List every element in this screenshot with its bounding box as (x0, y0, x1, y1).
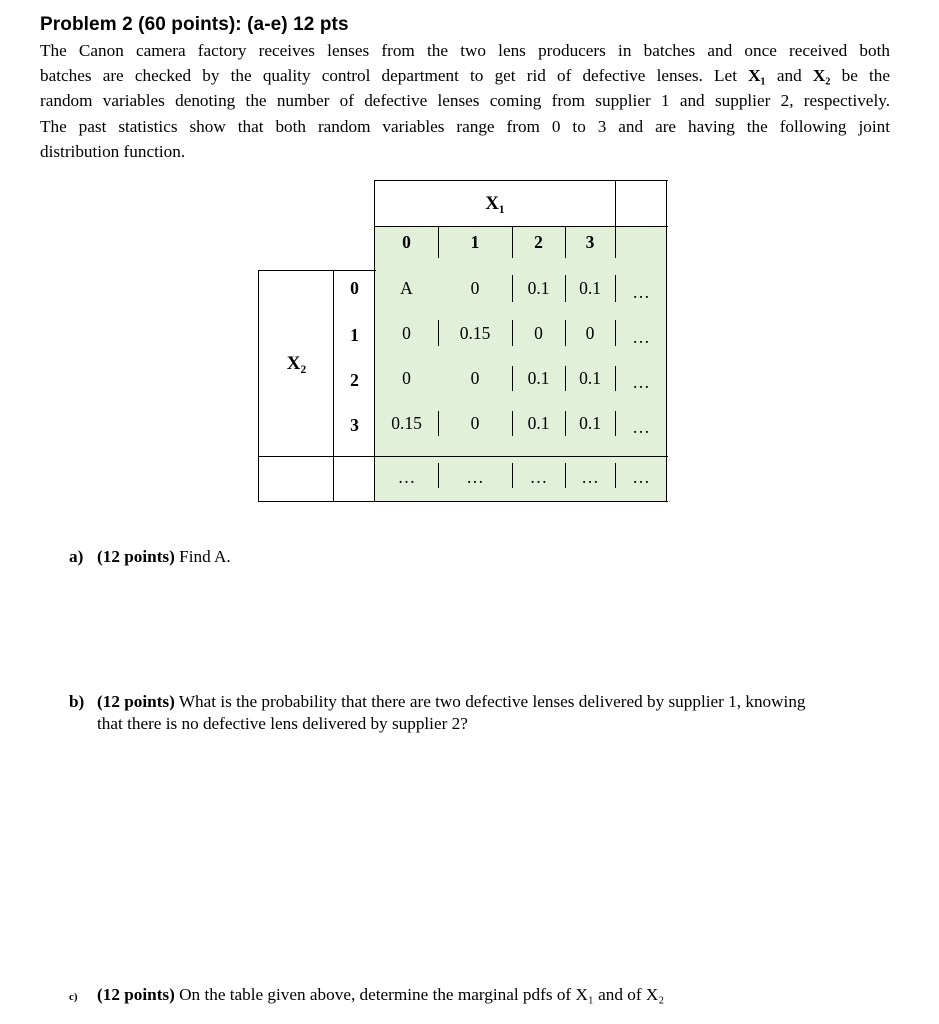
question-b-text-2: that there is no defective lens delivered by supplier 2? (97, 714, 468, 733)
grid-line (438, 226, 439, 258)
cell-r1-c4: … (632, 326, 650, 347)
grid-line (512, 226, 513, 258)
cell-r2-c2: 0.1 (527, 368, 550, 388)
x2-value-0: 0 (350, 278, 359, 298)
grid-line (615, 180, 616, 226)
grid-line (565, 366, 566, 391)
grid-line (512, 275, 513, 302)
grid-line (512, 320, 513, 346)
cell-r4-c2: … (529, 466, 548, 487)
cell-r1-c0: 0 (402, 322, 411, 343)
question-b-label: b) (69, 692, 85, 711)
cell-r3-c4: … (632, 417, 650, 437)
cell-r0-c4: … (632, 282, 650, 302)
x2-value-2: 2 (350, 370, 359, 390)
grid-line (615, 226, 616, 258)
x1-value-3: 3 (585, 231, 595, 252)
grid-line (438, 320, 439, 346)
intro-line-2: batches are checked by the quality control department to get rid of defective lenses. Let X₁ and X₂ be the (40, 66, 890, 86)
grid-line (258, 501, 668, 502)
cell-r1-c2: 0 (534, 322, 543, 343)
grid-line (438, 463, 439, 488)
grid-line (565, 275, 566, 302)
grid-line (615, 411, 616, 436)
grid-line (333, 270, 334, 502)
problem-intro (40, 38, 890, 164)
intro-line-3: random variables denoting the number of defective lenses coming from supplier 1 and supplier 2, respectively. (40, 91, 890, 111)
cell-r4-c0: … (397, 466, 416, 487)
intro-line-5: distribution function. (40, 141, 186, 161)
x2-value-3: 3 (350, 415, 359, 435)
grid-line (565, 411, 566, 436)
grid-line (512, 463, 513, 488)
grid-line (258, 270, 259, 502)
grid-line (438, 411, 439, 436)
question-c-text: On the table given above, determine the marginal pdfs of X₁ and of X₂ (174, 985, 665, 1004)
cell-r2-c3: 0.1 (579, 368, 601, 388)
grid-line (565, 226, 566, 258)
cell-r4-c3: … (581, 466, 599, 487)
grid-line (512, 366, 513, 391)
grid-line (565, 320, 566, 346)
grid-line (374, 180, 375, 502)
question-c-points: (12 points) (97, 985, 175, 1004)
cell-r4-c4: … (632, 466, 650, 487)
question-a (69, 546, 231, 568)
cell-r3-c3: 0.1 (579, 413, 601, 433)
grid-line (615, 366, 616, 391)
grid-line (565, 463, 566, 488)
grid-line (512, 411, 513, 436)
cell-r0-c2: 0.1 (527, 278, 550, 298)
cell-r3-c0: 0.15 (391, 413, 422, 433)
cell-r4-c1: … (466, 466, 484, 487)
grid-line (374, 180, 668, 181)
cell-r3-c2: 0.1 (527, 413, 550, 433)
cell-r3-c1: 0 (470, 413, 480, 433)
cell-r0-c1: 0 (470, 278, 480, 298)
x1-value-1: 1 (470, 231, 480, 252)
intro-line-4: The past statistics show that both random variables range from 0 to 3 and are having the following joint (40, 116, 890, 136)
cell-r0-c3: 0.1 (579, 278, 601, 298)
cell-r2-c0: 0 (402, 368, 411, 388)
x2-header: X₂ (286, 353, 307, 374)
grid-line (374, 226, 668, 227)
question-c-label: c) (69, 991, 78, 1003)
x1-value-2: 2 (534, 231, 543, 252)
intro-line-1: The Canon camera factory receives lenses from the two lens producers in batches and once received both (40, 41, 890, 60)
grid-line (258, 456, 668, 457)
x1-header: X₁ (485, 192, 505, 214)
x2-value-1: 1 (350, 324, 359, 345)
problem-title: Problem 2 (60 points): (a-e) 12 pts (40, 14, 349, 35)
question-a-text: Find A. (174, 547, 231, 566)
grid-line (615, 463, 616, 488)
question-b-points: (12 points) (97, 692, 175, 711)
grid-line (666, 180, 667, 502)
grid-line (615, 320, 616, 346)
question-a-points: (12 points) (97, 547, 175, 566)
question-b-text-1: What is the probability that there are two defective lenses delivered by supplier 1, knowing (174, 692, 806, 711)
question-b (69, 691, 899, 735)
grid-line (615, 275, 616, 302)
question-a-label: a) (69, 547, 84, 566)
cell-r2-c1: 0 (470, 368, 480, 388)
cell-r2-c4: … (632, 372, 650, 392)
cell-r0-c0: A (400, 278, 413, 298)
grid-line (258, 270, 376, 271)
cell-r1-c1: 0.15 (459, 322, 491, 343)
cell-r1-c3: 0 (585, 322, 595, 343)
question-c (69, 984, 664, 1008)
x1-value-0: 0 (402, 231, 411, 252)
